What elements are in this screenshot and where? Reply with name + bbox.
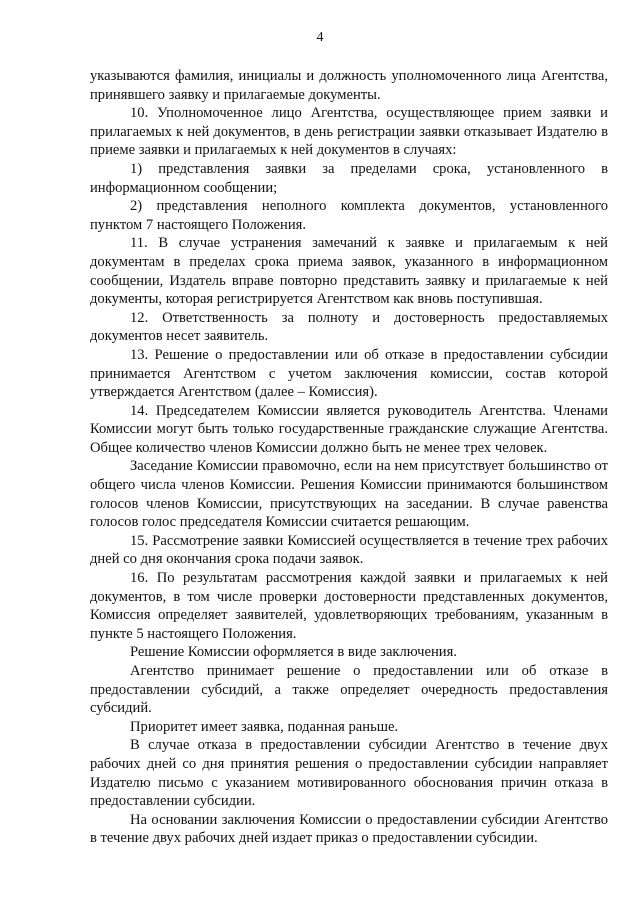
paragraph: Решение Комиссии оформляется в виде заключения. [130, 644, 457, 661]
paragraph: 11. В случае устранения замечаний к заявке и прилагаемым к ней документам в пределах срока приема заявок, указанного в информационном сообщении, Издатель вправе повторно представить заявку и прилагаемые к ней документы, которая регистрируется Агентством как вновь поступившая. [90, 235, 608, 308]
paragraph: 1) представления заявки за пределами срока, установленного в информационном сообщении; [90, 160, 608, 196]
paragraph: 15. Рассмотрение заявки Комиссией осуществляется в течение трех рабочих дней со дня окончания срока подачи заявок. [90, 532, 608, 568]
paragraph: 13. Решение о предоставлении или об отказе в предоставлении субсидии принимается Агентством с учетом заключения комиссии, состав которой утверждается Агентством (далее – Комиссия). [90, 346, 608, 401]
page-number: 4 [316, 30, 324, 45]
paragraph: На основании заключения Комиссии о предоставлении субсидии Агентство в течение двух рабочих дней издает приказ о предоставлении субсидии. [90, 811, 608, 847]
paragraph: Приоритет имеет заявка, поданная раньше. [130, 718, 399, 735]
paragraph: 16. По результатам рассмотрения каждой заявки и прилагаемых к ней документов, в том числе проверки достоверности представленных документов, Комиссия определяет заявителей, удовлетворяющих требованиям, указанным в пункте 5 настоящего Положения. [90, 570, 608, 642]
paragraph: 14. Председателем Комиссии является руководитель Агентства. Членами Комиссии могут быть только государственные гражданские служащие Агентства. Общее количество членов Комиссии должно быть не менее трех человек. [90, 402, 608, 456]
paragraph: Агентство принимает решение о предоставлении или об отказе в предоставлении субсидий, а также определяет очередность предоставления субсидий. [90, 663, 608, 717]
paragraph: Заседание Комиссии правомочно, если на нем присутствует большинство от общего числа членов Комиссии. Решения Комиссии принимаются большинством голосов членов Комиссии, присутствующих на заседании. В случае равенства голосов голос председателя Комиссии считается решающим. [90, 458, 608, 531]
paragraph: 2) представления неполного комплекта документов, установленного пунктом 7 настоящего Положения. [90, 198, 608, 233]
paragraph: указываются фамилия, инициалы и должность уполномоченного лица Агентства, принявшего заявку и прилагаемые документы. [90, 68, 608, 103]
document-body [90, 67, 608, 848]
paragraph: 12. Ответственность за полноту и достоверность предоставляемых документов несет заявитель. [90, 309, 608, 345]
paragraph: В случае отказа в предоставлении субсидии Агентство в течение двух рабочих дней со дня принятия решения о предоставлении субсидии направляет Издателю письмо с указанием мотивированного обоснования причин отказа в предоставлении субсидии. [90, 737, 608, 810]
paragraph: 10. Уполномоченное лицо Агентства, осуществляющее прием заявки и прилагаемых к ней документов, в день регистрации заявки отказывает Издателю в приеме заявки и прилагаемых к ней документов в случаях: [90, 105, 608, 159]
